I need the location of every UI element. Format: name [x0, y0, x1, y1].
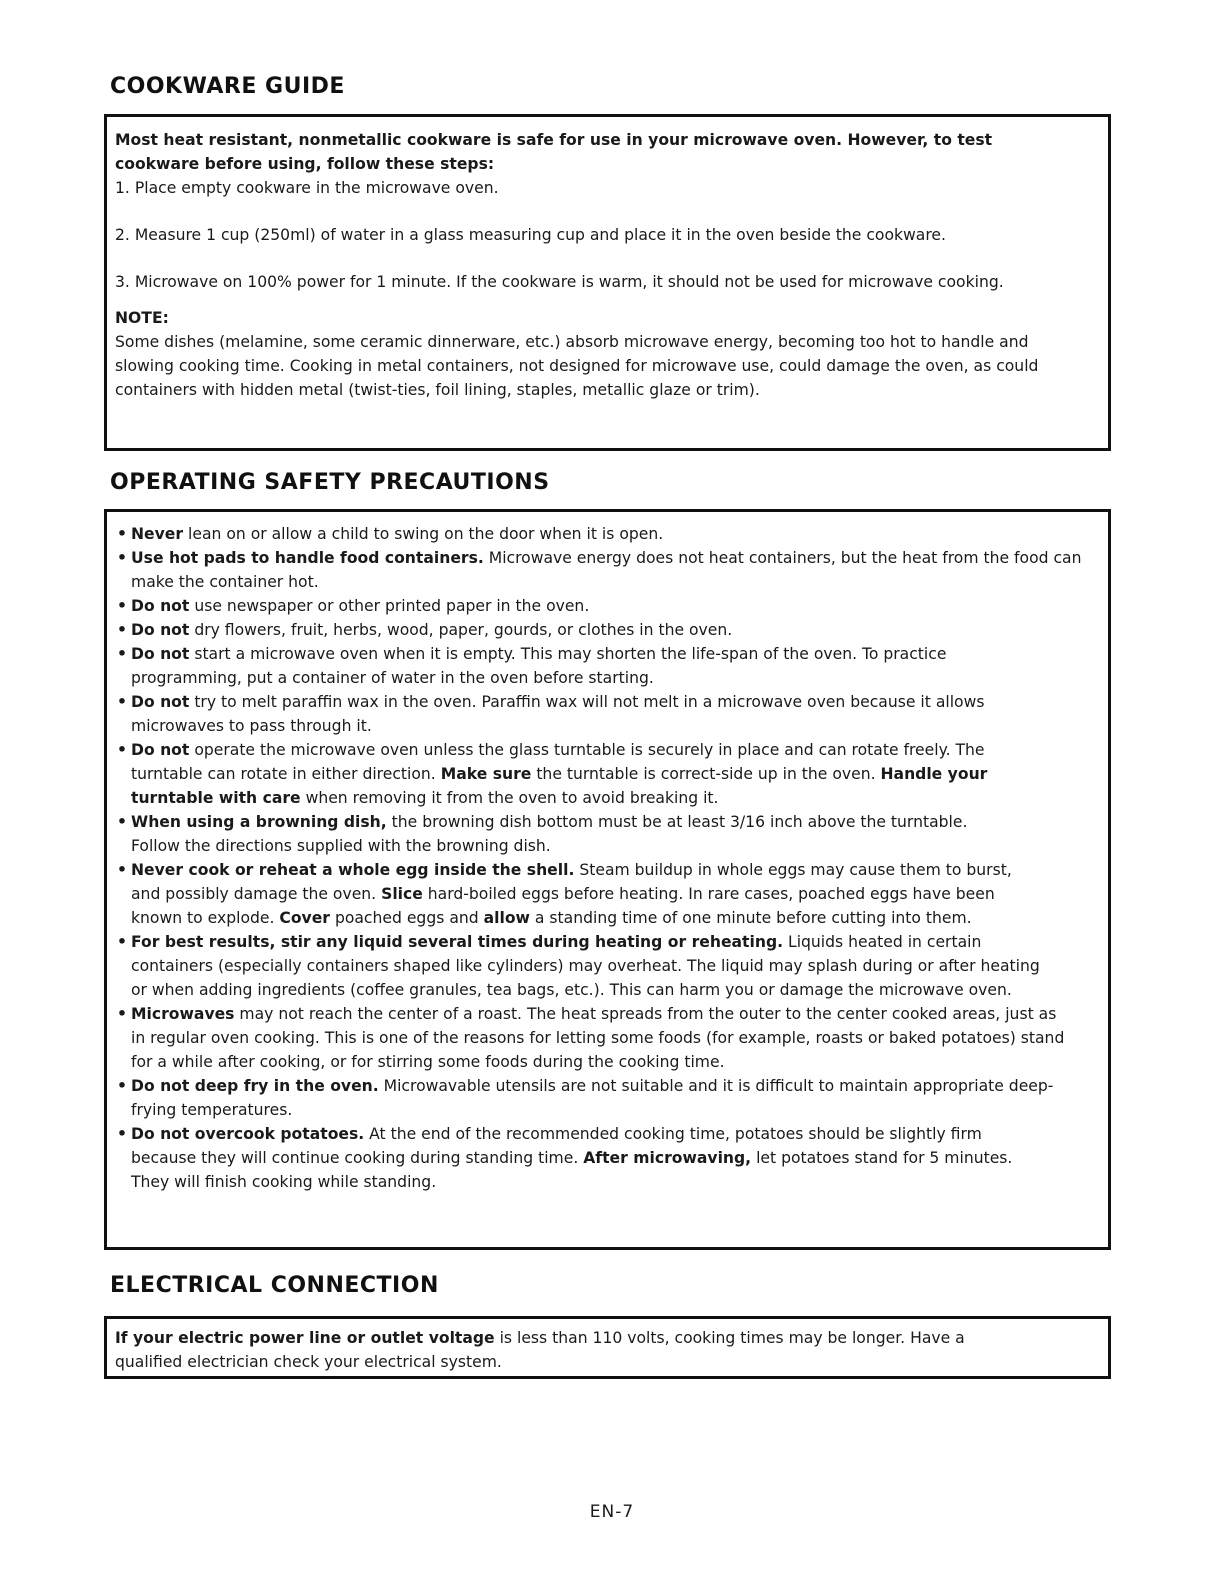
- safety-item: • Use hot pads to handle food containers. Microwave energy does not heat containers, but the heat from the food can make the container hot.: [115, 546, 1098, 594]
- safety-item: • Do not dry flowers, fruit, herbs, wood, paper, gourds, or clothes in the oven.: [115, 618, 1098, 642]
- electrical-text: If your electric power line or outlet voltage is less than 110 volts, cooking times may be longer. Have a qualified electrician check your electrical system.: [115, 1329, 965, 1371]
- safety-item: • Do not overcook potatoes. At the end of the recommended cooking time, potatoes should be slightly firm because they will continue cooking during standing time. After microwaving, let potatoes stand for 5 minutes. They will finish cooking while standing.: [115, 1122, 1018, 1194]
- safety-item: • For best results, stir any liquid several times during heating or reheating. Liquids heated in certain containers (especially containers shaped like cylinders) may overheat. The liquid may splash during or after heating or when adding ingredients (coffee granules, tea bags, etc.). This can harm you or damage the microwave oven.: [115, 930, 1058, 1002]
- note-text: Some dishes (melamine, some ceramic dinnerware, etc.) absorb microwave energy, becoming too hot to handle and slowing cooking time. Cooking in metal containers, not designed for microwave use, could damage the oven, as could containers with hidden metal (twist-ties, foil lining, staples, metallic glaze or trim).: [115, 333, 1039, 399]
- page-number: EN-7: [589, 1502, 635, 1522]
- safety-item: • Do not start a microwave oven when it is empty. This may shorten the life-span of the oven. To practice programming, put a container of water in the oven before starting.: [115, 642, 1028, 690]
- cookware-step-1: 1. Place empty cookware in the microwave oven.: [115, 179, 499, 197]
- safety-list: [115, 522, 1098, 1194]
- safety-item: • Do not try to melt paraffin wax in the oven. Paraffin wax will not melt in a microwave oven because it allows microwaves to pass through it.: [115, 690, 1018, 738]
- safety-item: • Never cook or reheat a whole egg inside the shell. Steam buildup in whole eggs may cause them to burst, and possibly damage the oven. Slice hard-boiled eggs before heating. In rare cases, poached eggs have been known to explode. Cover poached eggs and allow a standing time of one minute before cutting into them.: [115, 858, 1038, 930]
- cookware-intro: Most heat resistant, nonmetallic cookware is safe for use in your microwave oven. However, to test cookware before using, follow these steps:: [115, 131, 993, 173]
- safety-item: • Never lean on or allow a child to swing on the door when it is open.: [115, 522, 1098, 546]
- cookware-guide-heading: COOKWARE GUIDE: [110, 74, 345, 99]
- safety-precautions-heading: OPERATING SAFETY PRECAUTIONS: [110, 470, 550, 495]
- safety-item: • When using a browning dish, the browning dish bottom must be at least 3/16 inch above the turntable. Follow the directions supplied with the browning dish.: [115, 810, 1018, 858]
- electrical-connection-heading: ELECTRICAL CONNECTION: [110, 1273, 439, 1298]
- safety-item: • Do not operate the microwave oven unless the glass turntable is securely in place and can rotate freely. The turntable can rotate in either direction. Make sure the turntable is correct-side up in the oven. Handle your turntable with care when removing it from the oven to avoid breaking it.: [115, 738, 1018, 810]
- safety-item: • Microwaves may not reach the center of a roast. The heat spreads from the outer to the center cooked areas, just as in regular oven cooking. This is one of the reasons for letting some foods (for example, roasts or baked potatoes) stand for a while after cooking, or for stirring some foods during the cooking time.: [115, 1002, 1068, 1074]
- cookware-step-3: 3. Microwave on 100% power for 1 minute. If the cookware is warm, it should not be used for microwave cooking.: [115, 273, 1004, 291]
- cookware-guide-box: [104, 114, 1111, 451]
- electrical-connection-box: [104, 1316, 1111, 1379]
- cookware-step-2: 2. Measure 1 cup (250ml) of water in a glass measuring cup and place it in the oven beside the cookware.: [115, 226, 946, 244]
- safety-precautions-box: [104, 509, 1111, 1250]
- safety-item: • Do not use newspaper or other printed paper in the oven.: [115, 594, 1098, 618]
- note-label: NOTE:: [115, 309, 169, 327]
- safety-item: • Do not deep fry in the oven. Microwavable utensils are not suitable and it is difficult to maintain appropriate deep-frying temperatures.: [115, 1074, 1098, 1122]
